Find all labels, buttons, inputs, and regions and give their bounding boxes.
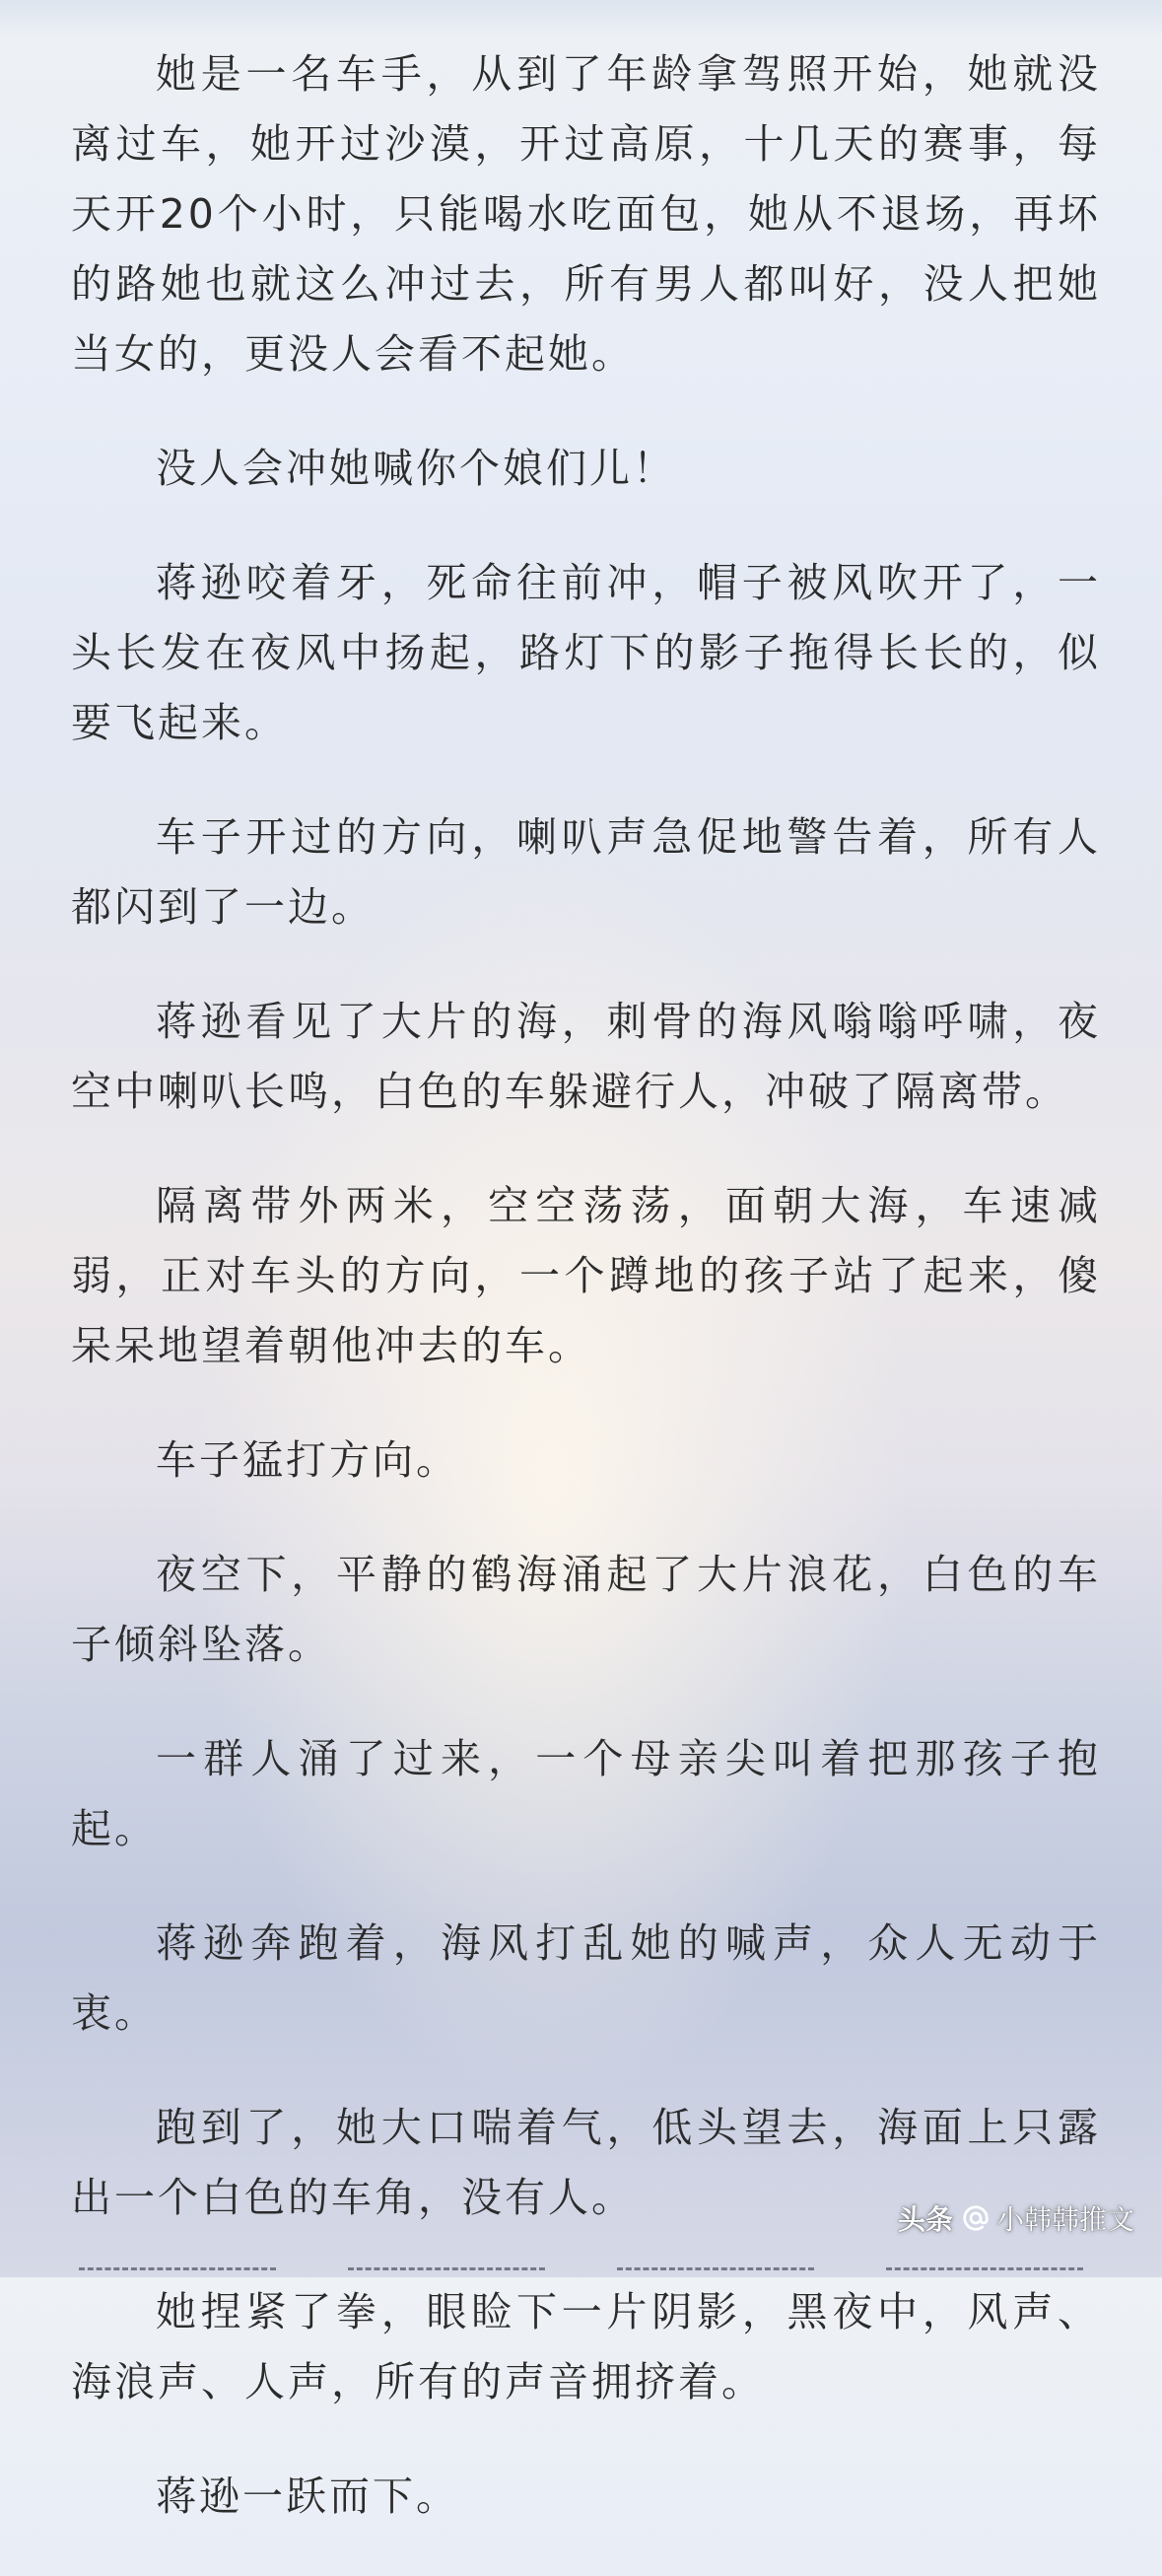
paragraph: 蒋逊一跃而下。 [156,2472,459,2520]
paragraph: 夜空下，平静的鹤海涌起了大片浪花，白色的车子倾斜坠落。 [71,1551,1101,1668]
divider-segment [79,2267,276,2274]
paragraph: 蒋逊看见了大片的海，刺骨的海风嗡嗡呼啸，夜空中喇叭长鸣，白色的车躲避行人，冲破了隔离带。 [71,998,1101,1115]
divider-segment [886,2267,1083,2274]
paragraph: 车子开过的方向，喇叭声急促地警告着，所有人都闪到了一边。 [71,813,1101,931]
divider-segment [617,2267,814,2274]
paragraph: 一群人涌了过来，一个母亲尖叫着把那孩子抱起。 [71,1735,1101,1852]
paragraph: 她捏紧了拳，眼睑下一片阴影，黑夜中，风声、海浪声、人声，所有的声音拥挤着。 [71,2288,1101,2405]
paragraph: 隔离带外两米，空空荡荡，面朝大海，车速减弱，正对车头的方向，一个蹲地的孩子站了起来，傻呆呆地望着朝他冲去的车。 [71,1182,1101,1369]
paragraph: 蒋逊奔跑着，海风打乱她的喊声，众人无动于衷。 [71,1919,1101,2037]
watermark-author: 小韩韩推文 [995,2203,1134,2236]
divider-segment [348,2267,545,2274]
article-body [71,39,1101,2576]
bottom-divider [0,2267,1162,2273]
paragraph: 她是一名车手，从到了年龄拿驾照开始，她就没离过车，她开过沙漠，开过高原，十几天的赛事，每天开20个小时，只能喝水吃面包，她从不退场，再坏的路她也就这么冲过去，所有男人都叫好，没人把她当女的，更没人会看不起她。 [71,50,1101,378]
watermark [898,2198,1134,2238]
at-icon [961,2203,991,2233]
paragraph: 没人会冲她喊你个娘们儿！ [156,445,676,492]
paragraph: 蒋逊咬着牙，死命往前冲，帽子被风吹开了，一头长发在夜风中扬起，路灯下的影子拖得长长的，似要飞起来。 [71,559,1101,746]
paragraph: 跑到了，她大口喘着气，低头望去，海面上只露出一个白色的车角，没有人。 [71,2104,1101,2221]
top-image-strip [0,0,1162,39]
paragraph: 车子猛打方向。 [156,1436,459,1484]
watermark-brand: 头条 [897,2203,953,2236]
